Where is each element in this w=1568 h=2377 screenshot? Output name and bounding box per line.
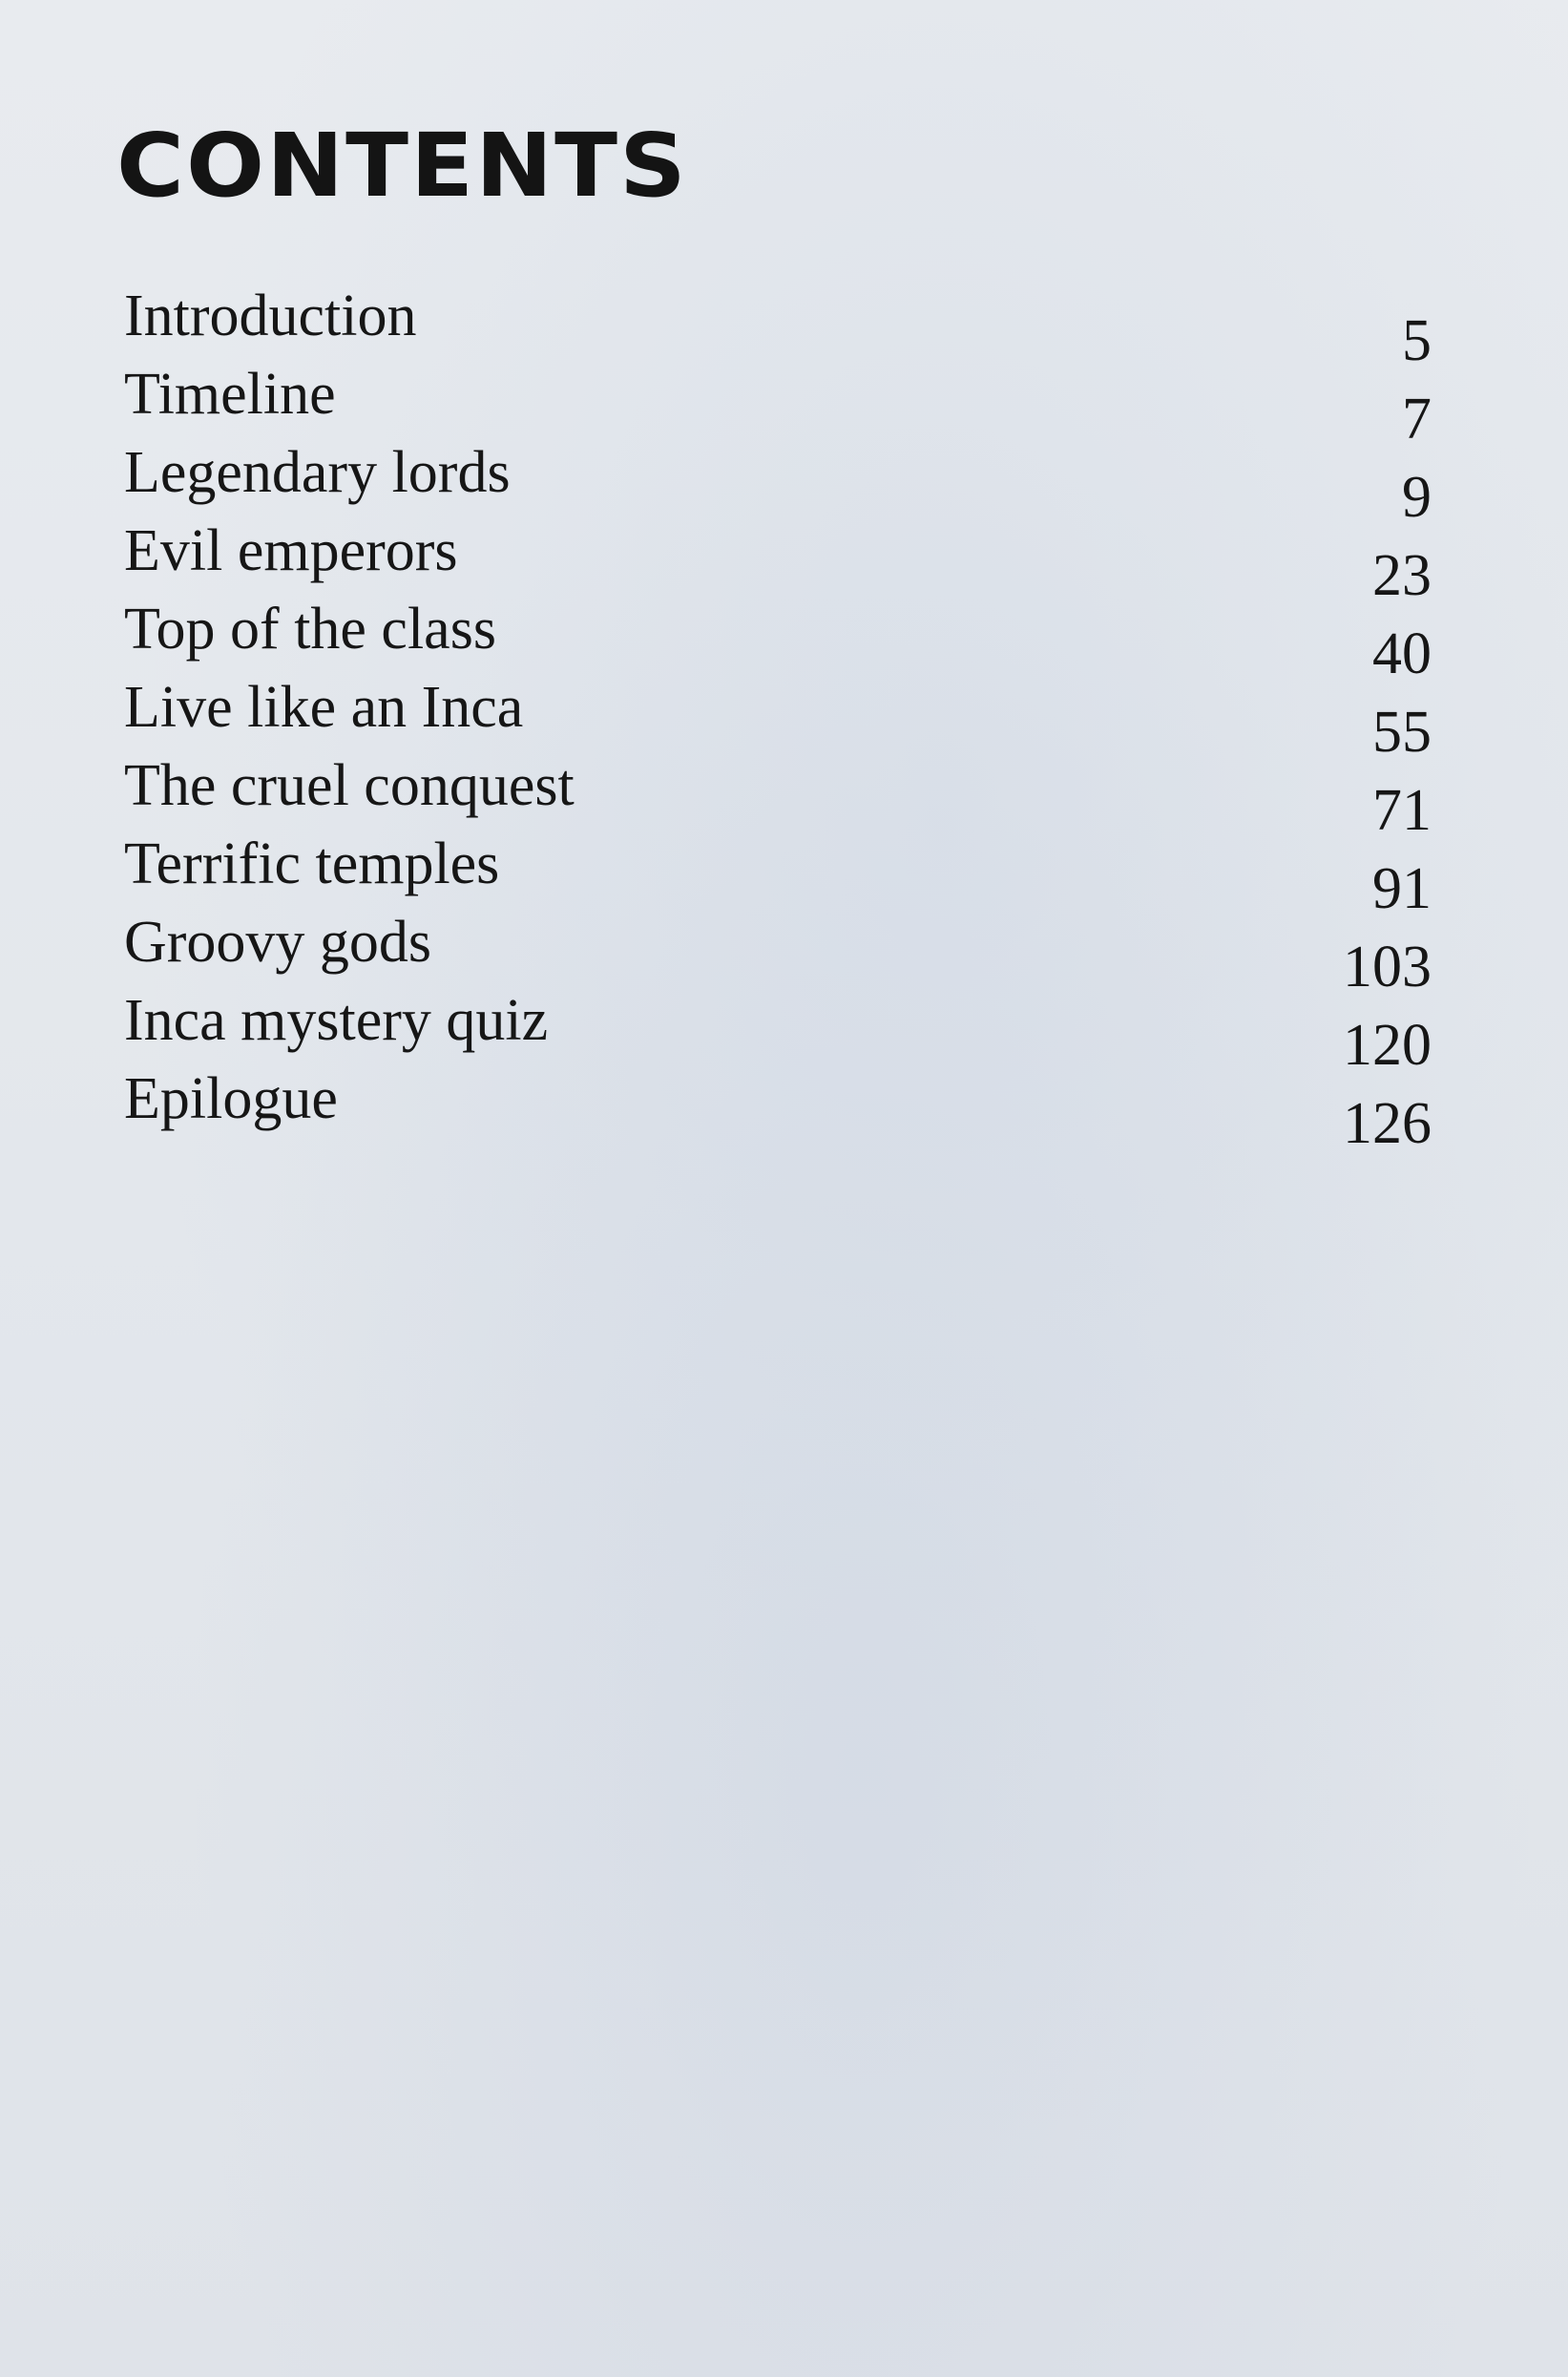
toc-entry-title: Evil emperors — [124, 518, 458, 583]
toc-entry-title: Live like an Inca — [124, 675, 524, 740]
toc-entry-legendary-lords — [124, 440, 1432, 530]
toc-entry-page-number: 103 — [1343, 935, 1432, 999]
table-of-contents — [124, 284, 1432, 1156]
toc-entry-title: Groovy gods — [124, 910, 432, 975]
toc-entry-groovy-gods — [124, 910, 1432, 999]
toc-entry-the-cruel-conquest — [124, 753, 1432, 843]
toc-entry-epilogue — [124, 1066, 1432, 1156]
toc-entry-title: Top of the class — [124, 597, 496, 662]
toc-entry-title: Introduction — [124, 284, 417, 348]
toc-entry-page-number: 71 — [1372, 778, 1432, 843]
toc-entry-timeline — [124, 362, 1432, 452]
toc-entry-page-number: 23 — [1372, 543, 1432, 608]
toc-entry-page-number: 7 — [1402, 387, 1432, 452]
toc-entry-terrific-temples — [124, 831, 1432, 921]
toc-entry-title: Inca mystery quiz — [124, 988, 549, 1053]
contents-heading: CONTENTS — [116, 115, 688, 217]
toc-entry-page-number: 9 — [1402, 465, 1432, 530]
toc-entry-live-like-an-inca — [124, 675, 1432, 765]
toc-entry-page-number: 5 — [1402, 308, 1432, 373]
toc-entry-page-number: 126 — [1343, 1091, 1432, 1156]
toc-entry-top-of-the-class — [124, 597, 1432, 686]
toc-entry-title: Terrific temples — [124, 831, 500, 896]
toc-entry-page-number: 55 — [1372, 700, 1432, 765]
toc-entry-evil-emperors — [124, 518, 1432, 608]
toc-entry-title: Timeline — [124, 362, 336, 427]
toc-entry-page-number: 91 — [1372, 856, 1432, 921]
toc-entry-title: The cruel conquest — [124, 753, 575, 818]
toc-entry-inca-mystery-quiz — [124, 988, 1432, 1078]
toc-entry-title: Epilogue — [124, 1066, 338, 1131]
toc-entry-introduction — [124, 284, 1432, 373]
toc-entry-title: Legendary lords — [124, 440, 511, 505]
toc-entry-page-number: 120 — [1343, 1013, 1432, 1078]
toc-entry-page-number: 40 — [1372, 621, 1432, 686]
